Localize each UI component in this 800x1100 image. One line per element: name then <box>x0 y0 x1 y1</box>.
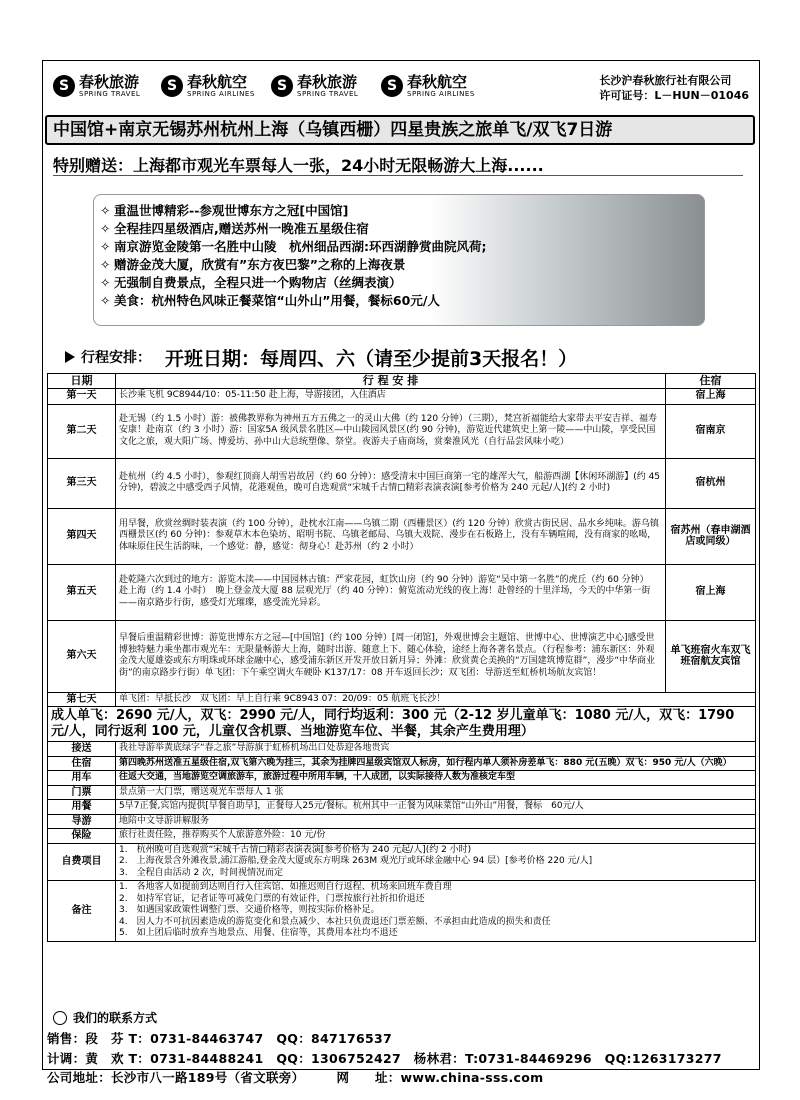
note-item: 5. 如上团后临时放弃当地景点、用餐、住宿等，其费用本社均不退还 <box>119 928 398 938</box>
price-row <box>48 707 756 742</box>
smiley-icon <box>53 1011 67 1025</box>
feature-text: 无强制自费景点，全程只进一个购物店（丝绸表演） <box>114 275 402 290</box>
stay-cell: 宿杭州 <box>666 458 756 508</box>
feature-text: 赠游金茂大厦，欣赏有”东方夜巴黎”之称的上海夜景 <box>114 257 406 272</box>
service-row <box>48 814 756 829</box>
feature-item <box>100 238 704 256</box>
logo-en: SPRING TRAVEL <box>79 90 141 98</box>
stay-cell: 宿上海 <box>666 564 756 620</box>
logo-en: SPRING AIRLINES <box>187 90 255 98</box>
desc-cell: 赴乾隆六次到过的地方：游览木渎——中国园林古镇：严家花园，虹饮山房（约 90 分钟）游览“吴中第一名胜”的虎丘（约 60 分钟） 赴上海（约 1.4 小时） 晚上登金茂大厦 88 层观光厅（约 40 分钟）：俯览流动光线的夜上海！赴曾经的十里洋场，今天的中华第一街——南京路步行街，感受灯光璀璨，感受流光异彩。 <box>116 564 666 620</box>
table-row <box>48 620 756 692</box>
service-row <box>48 785 756 800</box>
company-info <box>599 73 749 103</box>
day-cell: 第二天 <box>48 404 116 458</box>
departure-dates: 开班日期：每周四、六（请至少提前3天报名！） <box>165 347 578 370</box>
table-row <box>48 692 756 707</box>
col-header-date: 日期 <box>48 374 116 389</box>
stay-cell: 宿上海 <box>666 388 756 404</box>
service-text: 景点第一大门票，赠送观光车票每人 1 张 <box>116 785 756 800</box>
table-row <box>48 458 756 508</box>
spring-logo-icon: S <box>271 75 293 97</box>
day-cell: 第一天 <box>48 388 116 404</box>
spring-logo-icon: S <box>161 75 183 97</box>
logo-en: SPRING TRAVEL <box>297 90 359 98</box>
service-label: 导游 <box>48 814 116 829</box>
optional-item: 3. 全程自由活动 2 次，时间视情况而定 <box>119 867 284 878</box>
divider <box>53 175 743 176</box>
feature-text: 美食：杭州特色风味正餐菜馆“山外山”用餐，餐标60元/人 <box>114 293 440 308</box>
company-name: 长沙沪春秋旅行社有限公司 <box>599 74 732 87</box>
feature-list <box>94 195 704 310</box>
feature-box <box>93 194 705 326</box>
contact-title: 我们的联系方式 <box>73 1011 158 1025</box>
service-text: 往返大交通，当地游览空调旅游车，旅游过程中所用车辆，十人成团，以实际接待人数为准核定车型 <box>116 771 756 786</box>
service-row <box>48 829 756 844</box>
table-row <box>48 388 756 404</box>
day-cell: 第五天 <box>48 564 116 620</box>
contact-heading <box>53 1009 157 1026</box>
price-cell: 成人单飞：2690 元/人，双飞：2990 元/人，同行均返利：300 元（2-12 岁儿童单飞：1080 元/人，双飞：1790 元/人，同行返利 100 元，儿童仅含机票、当地游览车位、半餐，其余产生费用理） <box>48 707 756 742</box>
table-row <box>48 508 756 564</box>
desc-cell: 单飞团：早抵长沙 双飞团：早上自行乘 9C8943 07：20/09：05 航班飞长沙！ <box>116 692 756 707</box>
feature-item <box>100 292 704 310</box>
desc-cell: 赴杭州（约 4.5 小时），参观红顶商人胡雪岩故居（约 60 分钟）：感受清末中国巨商第一宅的雄浑大气，船游西湖【休闲环湖游】(约 45 分钟)，碧波之中感受西子风情，花港观鱼，晚可自选观赏“宋城千古情□精彩表演表演[参考价格为 240 元起/人](约 2 小时) <box>116 458 666 508</box>
note-item: 1. 各地客人如提前到达则自行入住宾馆、如推迟则自行返程、机场来回班车费自理 <box>119 882 452 892</box>
service-row <box>48 742 756 757</box>
service-text: 地陪中文导游讲解服务 <box>116 814 756 829</box>
license-number: 许可证号：L－HUN－01046 <box>599 89 749 102</box>
service-label: 住宿 <box>48 756 116 771</box>
desc-cell: 长沙乘飞机 9C8944/10：05-11:50 赴上海，导游接团，入住酒店 <box>116 388 666 404</box>
service-label: 门票 <box>48 785 116 800</box>
header <box>43 61 759 111</box>
feature-text: 全程挂四星级酒店,赠送苏州一晚准五星级住宿 <box>114 221 369 236</box>
notes-list <box>116 881 756 942</box>
desc-cell: 早餐后重温精彩世博：游览世博东方之冠—[中国馆]（约 100 分钟）[周一闭馆]，外观世博会主题馆、世博中心、世博演艺中心]感受世博独特魅力乘坐都市观光车：无限量畅游大上海，随时出游、随意上下、随心体验，途经上海各著名景点。（行程参考：浦东新区：外观金茂大厦雄姿或东方明珠或环球金融中心，感受浦东新区开发开放日新月异；外滩：欣赏黄仑美换的“万国建筑博览群”，漫步“中华商业街”的南京路步行街）单飞团：下午乘空调火车硬卧 K137/17：08 开车返回长沙；双飞团：导游送至虹桥机场航友宾馆！ <box>116 620 666 692</box>
stay-cell: 宿苏州（春申湖酒店或同级） <box>666 508 756 564</box>
logo-spring-travel-2 <box>271 71 358 101</box>
table-header-row <box>48 374 756 389</box>
day-cell: 第四天 <box>48 508 116 564</box>
feature-item <box>100 202 704 220</box>
diamond-icon: ✧ <box>100 275 111 290</box>
logo-spring-travel <box>53 71 140 101</box>
service-label: 接送 <box>48 742 116 757</box>
feature-item <box>100 220 704 238</box>
spring-logo-icon: S <box>381 75 403 97</box>
service-row <box>48 756 756 771</box>
schedule-heading <box>65 344 577 370</box>
feature-item <box>100 256 704 274</box>
schedule-label: 行程安排： <box>81 350 151 366</box>
logo-cn: 春秋旅游 <box>297 73 358 91</box>
service-label: 保险 <box>48 829 116 844</box>
service-label: 用车 <box>48 771 116 786</box>
table-row <box>48 404 756 458</box>
service-row <box>48 771 756 786</box>
spring-logo-icon: S <box>53 75 75 97</box>
optional-label: 自费项目 <box>48 843 116 881</box>
logo-cn: 春秋航空 <box>187 73 248 91</box>
service-text: 旅行社责任险，推荐购买个人旅游意外险：10 元/份 <box>116 829 756 844</box>
note-item: 3. 如遇国家政策性调整门票、交通价格等，则按实际价格补足。 <box>119 905 380 915</box>
brochure-page <box>42 60 760 1085</box>
diamond-icon: ✧ <box>100 203 111 218</box>
feature-item <box>100 274 704 292</box>
optional-list <box>116 843 756 881</box>
optional-row <box>48 843 756 881</box>
notes-row <box>48 881 756 942</box>
notes-label: 备注 <box>48 881 116 942</box>
feature-text: 重温世博精彩--参观世博东方之冠[中国馆] <box>114 203 349 218</box>
arrow-right-icon <box>65 351 75 363</box>
diamond-icon: ✧ <box>100 239 111 254</box>
logo-cn: 春秋航空 <box>407 73 468 91</box>
optional-item: 1. 杭州晚可自选观赏“宋城千古情□精彩表演表演[参考价格为 240 元起/人](约 2 小时) <box>119 844 472 855</box>
logo-cn: 春秋旅游 <box>79 73 140 91</box>
service-text: 5早7正餐,宾馆内提供[早餐自助早]，正餐每人25元/餐标。杭州其中一正餐为风味菜馆“山外山”用餐，餐标 60元/人 <box>116 800 756 815</box>
desc-cell: 赴无锡（约 1.5 小时）游：被佛教界称为神州五方五佛之一的灵山大佛（约 120 分钟）（三期），梵宫祈福能给大家带去平安吉祥、福寿安康！赴南京（约 3 小时）游：国家5A 级风景名胜区—中山陵园风景区(约 90 分钟)，游览近代建筑史上第一陵——中山陵，享受民国文化之旅，观大阳广场、博爱坊、孙中山大总统塑像、祭堂。夜游夫子庙商场，赏秦淮风光（自行品尝风味小吃） <box>116 404 666 458</box>
diamond-icon: ✧ <box>100 293 111 308</box>
diamond-icon: ✧ <box>100 257 111 272</box>
service-text: 我社导游举黄底绿字“春之旅”导游旗于虹桥机场出口处恭迎各地贵宾 <box>116 742 756 757</box>
day-cell: 第七天 <box>48 692 116 707</box>
contact-planning: 计调：黄 欢 T：0731-84488241 QQ：1306752427 杨林君：T:0731-84469296 QQ:1263173277 <box>47 1051 722 1066</box>
logo-spring-airlines-2 <box>381 71 475 101</box>
logo-spring-airlines <box>161 71 255 101</box>
service-row <box>48 800 756 815</box>
logo-en: SPRING AIRLINES <box>407 90 475 98</box>
service-text: 第四晚苏州送准五星级住宿,双飞第六晚为挂三，其余为挂牌四星级宾馆双人标房，如行程内单人须补房差单飞：880 元(五晚）双飞：950 元/人（六晚） <box>116 756 756 771</box>
diamond-icon: ✧ <box>100 221 111 236</box>
optional-item: 2. 上海夜景含外滩夜景,浦江游船,登金茂大厦或东方明珠 263M 观光厅或环球金融中心 94 层）[参考价格 220 元/人] <box>119 856 593 866</box>
day-cell: 第六天 <box>48 620 116 692</box>
note-item: 2. 如持军官证，记者证等可减免门票的有效证件，门票按旅行社折扣价退还 <box>119 893 425 904</box>
col-header-stay: 住宿 <box>666 374 756 389</box>
day-cell: 第三天 <box>48 458 116 508</box>
contact-sales: 销售：段 芬 T：0731-84463747 QQ：847176537 <box>47 1031 392 1046</box>
service-label: 用餐 <box>48 800 116 815</box>
col-header-itinerary: 行 程 安 排 <box>116 374 666 389</box>
special-gift: 特别赠送：上海都市观光车票每人一张，24小时无限畅游大上海...... <box>53 156 544 175</box>
tour-title: 中国馆+南京无锡苏州杭州上海（乌镇西栅）四星贵族之旅单飞/双飞7日游 <box>45 115 755 145</box>
note-item: 4. 因人力不可抗因素造成的游览变化和景点减少、本社只负责退还门票差额、不承担由此造成的损失和责任 <box>119 916 551 927</box>
table-row <box>48 564 756 620</box>
itinerary-table <box>47 373 756 942</box>
feature-text: 南京游览金陵第一名胜中山陵 杭州细品西湖:环西湖静赏曲院风荷; <box>114 239 487 254</box>
desc-cell: 用早餐，欣赏丝绸时装表演（约 100 分钟），赴枕水江南——乌镇二期（西栅景区）(约 120 分钟）欣赏古街民居、品水乡纯味。游乌镇西栅景区(约 60 分钟)：参观草木本色染坊、昭明书院、乌镇老邮局、乌镇大戏院、漫步在石板路上，没有车辆喧闹，没有商家的吆喝，体味原住民生活韵味，一个感觉：静，感觉：彻身心！赴苏州（约 2 小时） <box>116 508 666 564</box>
stay-cell: 宿南京 <box>666 404 756 458</box>
stay-cell: 单飞班宿火车双飞班宿航友宾馆 <box>666 620 756 692</box>
contact-address: 公司地址：长沙市八一路189号（省文联旁） 网 址：www.china-sss.com <box>47 1070 544 1085</box>
